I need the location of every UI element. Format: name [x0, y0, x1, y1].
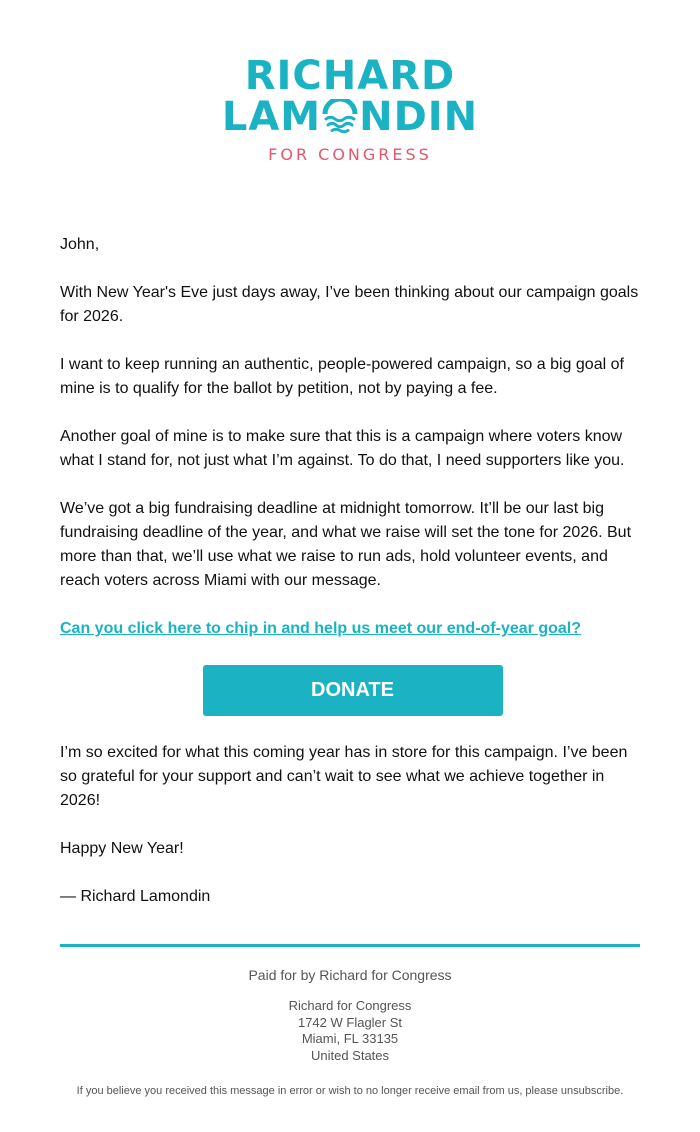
address-city: Miami, FL 33135	[301, 1031, 399, 1046]
campaign-logo	[0, 53, 700, 164]
closing-paragraph: I’m so excited for what this coming year has in store for this campaign. I’ve been so grateful for your support and can’t wait to see what we achieve together in 2026!	[60, 744, 628, 809]
sign-off: Happy New Year!	[60, 840, 184, 857]
logo-first-name: RICHARD	[244, 53, 456, 99]
address-country: United States	[310, 1047, 390, 1063]
mailing-address	[60, 998, 640, 1064]
body-paragraph: I want to keep running an authentic, people-powered campaign, so a big goal of mine is to qualify for the ballot by petition, not by paying a fee.	[60, 356, 624, 397]
footer-divider	[60, 944, 640, 947]
cta-paragraph	[60, 617, 645, 641]
unsubscribe-link[interactable]: unsubscribe	[560, 1085, 621, 1097]
logo-tagline: FOR CONGRESS	[268, 145, 432, 164]
body-paragraph: We’ve got a big fundraising deadline at midnight tomorrow. It’ll be our last big fundraising deadline of the year, and what we raise will set the tone for 2026. But more than that, we’ll use what we raise to run ads, hold volunteer events, and reach voters across Miami with our message.	[60, 500, 632, 589]
address-name: Richard for Congress	[288, 998, 412, 1013]
chip-in-link[interactable]: Can you click here to chip in and help us meet our end-of-year goal?	[60, 620, 581, 637]
logo-last-name	[0, 94, 700, 140]
email-body	[60, 233, 645, 933]
logo-last-name-end: NDIN	[359, 94, 479, 140]
donate-button[interactable]: DONATE	[203, 665, 503, 716]
signature: — Richard Lamondin	[60, 888, 211, 905]
address-street: 1742 W Flagler St	[297, 1014, 403, 1030]
wave-o-icon	[322, 99, 358, 135]
greeting: John,	[60, 236, 100, 253]
body-paragraph: Another goal of mine is to make sure that this is a campaign where voters know what I stand for, not just what I’m against. To do that, I need supporters like you.	[60, 428, 625, 469]
unsubscribe-notice	[60, 1085, 640, 1098]
body-paragraph: With New Year's Eve just days away, I’ve been thinking about our campaign goals for 2026.	[60, 284, 639, 325]
legal-end: .	[620, 1085, 624, 1097]
paid-for-disclaimer: Paid for by Richard for Congress	[248, 967, 452, 983]
legal-text: If you believe you received this message in error or wish to no longer receive email from us, please	[76, 1085, 558, 1097]
email-footer	[60, 967, 640, 1098]
donate-button-container	[60, 665, 645, 716]
logo-last-name-start: LAM	[221, 94, 322, 140]
